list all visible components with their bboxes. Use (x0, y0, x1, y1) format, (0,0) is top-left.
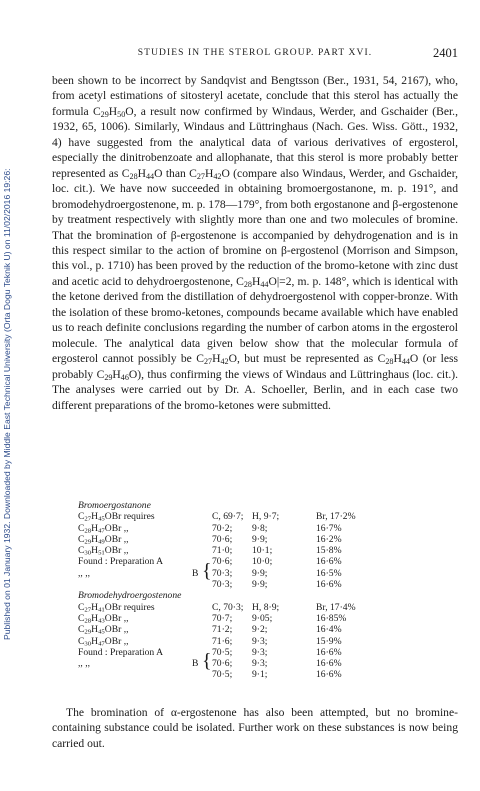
compound-title: Bromodehydroergostenone (78, 590, 182, 602)
analysis-h: 9·8; (252, 522, 268, 534)
analysis-label: $C_{30}H_{51}OBr$ ,, (78, 545, 129, 557)
running-header (52, 46, 458, 62)
analysis-br: 16·85% (316, 612, 347, 624)
analysis-brace: { (202, 559, 212, 582)
analysis-label: Found : Preparation A (78, 556, 164, 568)
analysis-label: $C_{27}H_{45}OBr$ requires (78, 511, 155, 523)
analysis-row (74, 647, 464, 658)
analysis-br: 16·6% (316, 669, 342, 681)
compound-title: Bromoergostanone (78, 500, 151, 511)
analysis-br: 16·7% (316, 522, 342, 534)
analysis-br: 16·6% (316, 658, 342, 670)
analysis-br: 15·8% (316, 545, 342, 557)
analysis-h: 10·1; (252, 545, 273, 557)
analysis-h: 9·3; (252, 646, 268, 658)
analysis-h: 9·05; (252, 612, 273, 624)
analysis-row (74, 669, 464, 680)
analysis-h: H, 8·9; (252, 601, 280, 613)
analysis-h: 9·1; (252, 669, 268, 681)
analysis-h: 9·9; (252, 579, 268, 591)
analysis-row (74, 523, 464, 534)
analysis-c: 70·5; (212, 646, 233, 658)
analysis-c: 70·7; (212, 612, 233, 624)
analysis-mark: B (192, 658, 199, 670)
analysis-label: Found : Preparation A (78, 646, 164, 658)
analysis-br: 15·9% (316, 635, 342, 647)
analysis-br: 16·5% (316, 567, 342, 579)
paragraph-2: The bromination of α-ergostenone has also been attempted, but no bromine-containing substance could be isolated. Further work on these substances is now being carried out. (52, 706, 458, 750)
analysis-mark: B (192, 567, 199, 579)
analysis-c: 70·3; (212, 579, 233, 591)
paragraph-1: been shown to be incorrect by Sandqvist and Bengtsson (Ber., 1931, 54, 2167), who, from acetyl estimations of sitosteryl acetate, conclude that this sterol has actually the formula $C_{29}H_{50}O$, a result now confirmed by Windaus, Werder, and Gschaider (Ber., 1932, 65, 1006). Similarly, Windaus and Lüttringhaus (Nach. Ges. Wiss. Gött., 1932, 4) have suggested from the analytical data of various derivatives of ergosterol, especially the dinitrobenzoate and allophanate, that this sterol is more probably better represented as $C_{28}H_{44}O$ than $C_{27}H_{42}O$ (compare also Windaus, Werder, and Gschaider, loc. cit.). We have now succeeded in obtaining bromoergostanone, m. p. 191°, and bromodehydroergostenone, m. p. 178—179°, from both ergostanone and β-ergostenone by treatment respectively with slightly more than one and two molecules of bromine. That the bromination of β-ergostenone is accompanied by dehydrogenation and is in this respect similar to the action of bromine on β-ergostenol (Morrison and Simpson, this vol., p. 1710) has been proved by the reduction of the bromo-ketone with zinc dust and acetic acid to dehydroergostenone, $C_{28}H_{44}O|=2$, m. p. 148°, which is identical with the ketone derived from the distillation of dehydroergostenol with copper-bronze. With the isolation of these bromo-ketones, compounds became available which have enabled us to reach definite conclusions regarding the number of carbon atoms in the ergosterol molecule. The analytical data given below show that the molecular formula of ergosterol cannot possibly be $C_{27}H_{42}O$, but must be represented as $C_{28}H_{44}O$ (or less probably $C_{29}H_{46}O$), thus confirming the views of Windaus and Lüttringhaus (loc. cit.). The analyses were carried out by Dr. A. Schoeller, Berlin, and in each case two different preparations of the bromo-ketones were submitted. (52, 74, 459, 412)
analysis-h: 9·9; (252, 533, 268, 545)
analysis-row (74, 545, 464, 556)
analysis-label: $C_{29}H_{45}OBr$ ,, (78, 624, 129, 636)
analysis-data (74, 500, 464, 681)
analysis-h: 9·3; (252, 658, 268, 670)
analysis-br: 16·6% (316, 556, 342, 568)
analysis-row (74, 613, 464, 624)
download-watermark (0, 0, 18, 791)
page-number: 2401 (433, 46, 458, 60)
analysis-row (74, 534, 464, 545)
analysis-row (74, 556, 464, 567)
analysis-c: 71·6; (212, 635, 233, 647)
analysis-h: 9·2; (252, 624, 268, 636)
analysis-h: 9·9; (252, 567, 268, 579)
analysis-label: $C_{27}H_{41}OBr$ requires (78, 601, 155, 614)
analysis-br: 16·6% (316, 646, 342, 658)
analysis-c: 71·2; (212, 624, 233, 636)
analysis-c: 70·3; (212, 567, 233, 579)
analysis-brace: { (202, 650, 212, 673)
closing-text (52, 705, 458, 751)
analysis-h: H, 9·7; (252, 511, 280, 523)
download-watermark-text: Published on 01 January 1932. Downloaded by Middle East Technical University (Orta Dogu Teknik U) on 11/02/2016 19:26: (2, 168, 12, 640)
analysis-c: C, 70·3; (212, 601, 244, 613)
analysis-row (74, 579, 464, 590)
analysis-label: $C_{30}H_{47}OBr$ ,, (78, 635, 129, 648)
analysis-label: $C_{29}H_{49}OBr$ ,, (78, 533, 129, 546)
analysis-label: ,, ,, (78, 658, 90, 670)
analysis-br: Br, 17·2% (316, 511, 356, 523)
analysis-br: Br, 17·4% (316, 601, 356, 613)
analysis-row (74, 636, 464, 647)
analysis-c: C, 69·7; (212, 511, 244, 523)
analysis-c: 70·6; (212, 533, 233, 545)
analysis-c: 70·2; (212, 522, 233, 534)
running-title: STUDIES IN THE STEROL GROUP. PART XVI. (137, 48, 373, 58)
analysis-br: 16·2% (316, 533, 342, 545)
analysis-c: 71·0; (212, 545, 233, 557)
analysis-row (74, 511, 464, 522)
analysis-br: 16·6% (316, 579, 342, 591)
analysis-h: 9·3; (252, 635, 268, 647)
analysis-c: 70·6; (212, 658, 233, 670)
main-text (52, 73, 458, 413)
analysis-label: $C_{28}H_{43}OBr$ ,, (78, 612, 129, 625)
analysis-c: 70·5; (212, 669, 233, 681)
analysis-row (74, 624, 464, 635)
analysis-row (74, 602, 464, 613)
analysis-c: 70·6; (212, 556, 233, 568)
analysis-label: ,, ,, (78, 567, 90, 579)
analysis-label: $C_{28}H_{47}OBr$ ,, (78, 522, 129, 535)
analysis-br: 16·4% (316, 624, 342, 636)
analysis-h: 10·0; (252, 556, 273, 568)
